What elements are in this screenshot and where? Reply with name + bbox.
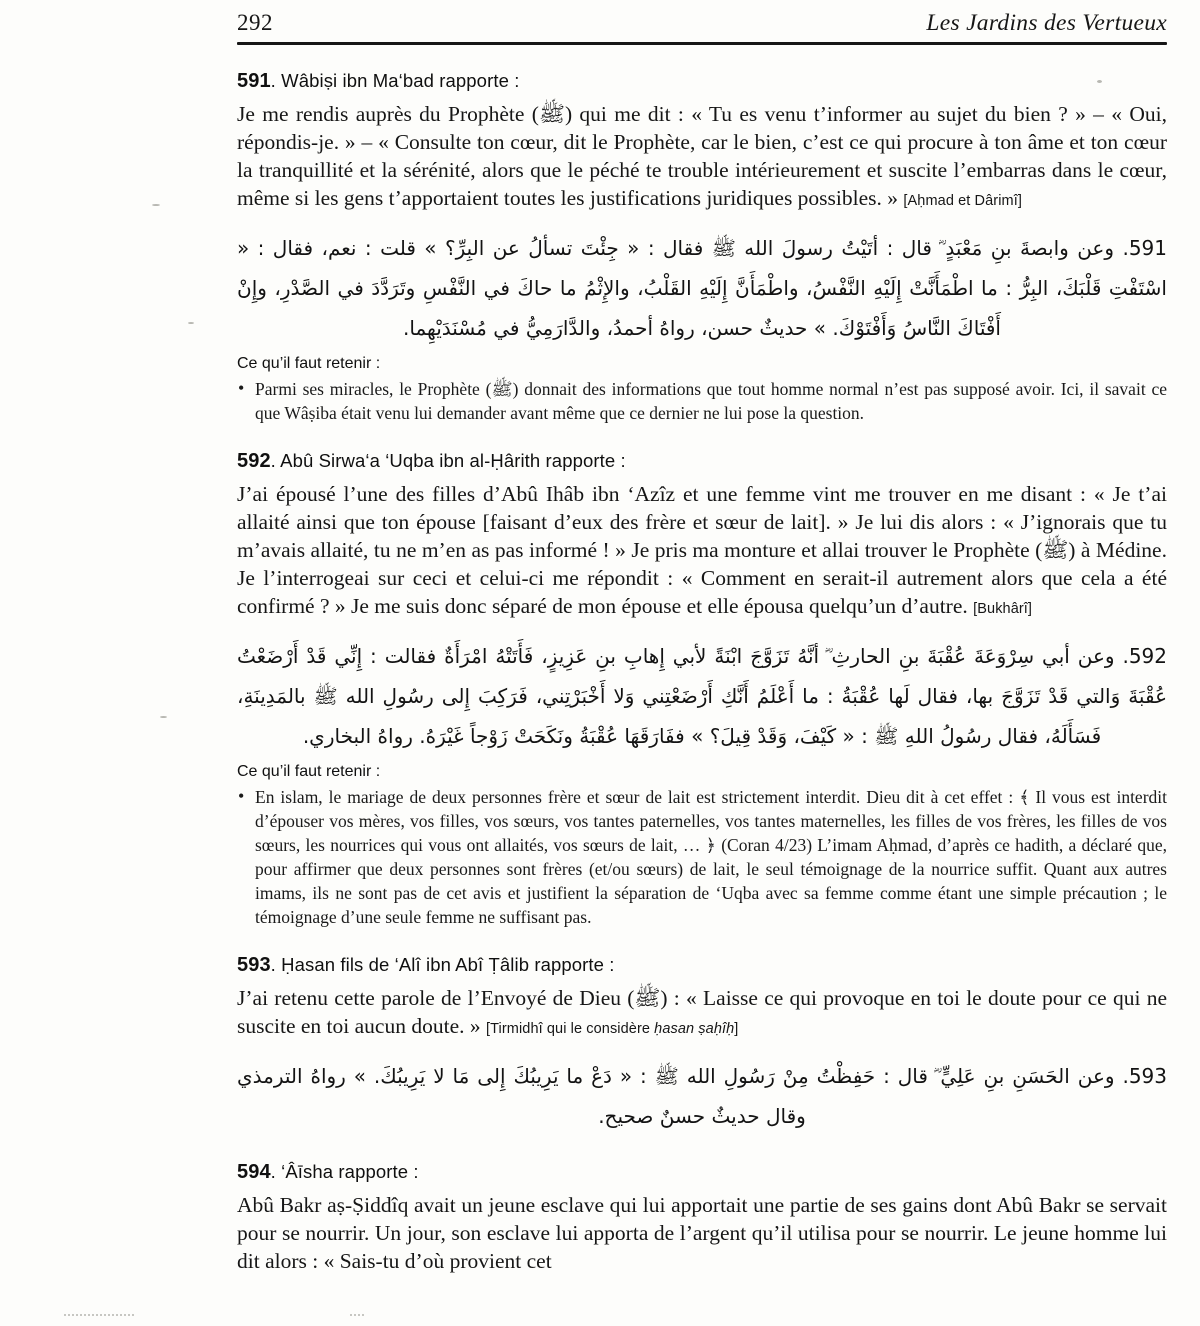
page-header bbox=[237, 10, 1167, 37]
scan-artifact bbox=[160, 716, 167, 718]
page-number: 292 bbox=[237, 10, 273, 35]
hadith-number: 592 bbox=[237, 450, 271, 472]
narrator-line bbox=[237, 954, 1167, 977]
hadith-arabic-text: 591. وعن وابصةَ بنِ مَعْبَدٍ ؓ قال : أتَيْتُ رسولَ الله ﷺ فقال : « جِئْتَ تسألُ عن البِرِّ؟ » قلت : نعم، فقال : « اسْتَفْتِ قَلْبَكَ، البِرُّ : ما اطْمَأَنَّتْ إِلَيْهِ النَّفْسُ، واطْمَأَنَّ إِلَيْهِ القَلْبُ، والإِثْمُ ما حاكَ في النَّفْسِ وتَرَدَّدَ في الصَّدْرِ، وإِنْ أَفْتَاكَ النَّاسُ وَأَفْتَوْكَ. » حديثٌ حسن، رواهُ أحمدُ، والدَّارَمِيُّ في مُسْنَدَيْهِما. bbox=[237, 236, 1167, 340]
narrator-line bbox=[237, 450, 1167, 473]
number-separator: . bbox=[270, 1161, 282, 1182]
hadith-arabic-text: 593. وعن الحَسَنِ بنِ عَلِيٍّ ؓ قال : حَفِظْتُ مِنْ رَسُولِ الله ﷺ : « دَعْ ما يَرِيبُكَ إِلى مَا لا يَرِيبُكَ. » رواهُ الترمذي وقال حديثٌ حسنٌ صحيح. bbox=[237, 1064, 1167, 1128]
narrator-name: Ḥasan fils de ‘Alî ibn Abî Ṭâlib rapporte : bbox=[281, 954, 615, 975]
narrator-line bbox=[237, 70, 1167, 93]
scan-artifact bbox=[152, 204, 160, 206]
hadith-number: 593 bbox=[237, 954, 271, 976]
hadith-number: 594 bbox=[237, 1161, 271, 1183]
scan-artifact bbox=[350, 1314, 364, 1316]
narrator-name: ‘Âīsha rapporte : bbox=[281, 1161, 419, 1182]
scan-artifact bbox=[64, 1314, 134, 1316]
hadith-section-593 bbox=[237, 954, 1167, 1136]
note-bullet: • bbox=[238, 786, 245, 806]
retenir-notes bbox=[237, 785, 1167, 929]
hadith-section-591 bbox=[237, 70, 1167, 425]
note-bullet: • bbox=[238, 378, 245, 398]
header-rule bbox=[237, 42, 1167, 45]
narrator-line bbox=[237, 1161, 1167, 1184]
number-separator: . bbox=[270, 70, 282, 91]
source-citation: [Aḥmad et Dârimî] bbox=[903, 193, 1022, 209]
retenir-notes bbox=[237, 377, 1167, 425]
hadith-french-text: Je me rendis auprès du Prophète (ﷺ) qui me dit : « Tu es venu t’informer au sujet du bien ? » – « Oui, répondis-je. » – « Consulte ton cœur, dit le Prophète, car le bien, c’est ce qui procure à ton âme et ton cœur la tranquillité et la sérénité, alors que le péché te trouble intérieurement et suscite l’embarras dans le cœur, même si les gens t’apportaient toutes les justifications juridiques possibles. » [Aḥmad et Dârimî] bbox=[237, 102, 1167, 210]
hadith-number: 591 bbox=[237, 70, 271, 92]
hadith-french-text: J’ai retenu cette parole de l’Envoyé de Dieu (ﷺ) : « Laisse ce qui provoque en toi le doute pour ce qui ne suscite en toi aucun doute. » [Tirmidhî qui le considère ḥasan ṣaḥîḥ] bbox=[237, 986, 1167, 1038]
scan-artifact bbox=[188, 322, 194, 324]
retenir-label: Ce qu’il faut retenir : bbox=[237, 355, 381, 372]
narrator-name: Abû Sirwa‘a ‘Uqba ibn al-Ḥârith rapporte : bbox=[280, 450, 626, 471]
source-citation: [Tirmidhî qui le considère ḥasan ṣaḥîḥ] bbox=[485, 1021, 739, 1037]
note-item: • En islam, le mariage de deux personnes frère et sœur de lait est strictement interdit. Dieu dit à cet effet : ﴾ Il vous est interdit d’épouser vos mères, vos filles, vos sœurs, vos tantes paternelles, vos tantes maternelles, les filles de vos frères, les filles de vos sœurs, les nourrices qui vous ont allaités, vos sœurs de lait, … ﴿ (Coran 4/23) L’imam Aḥmad, d’après ce hadith, a déclaré que, pour affirmer que deux personnes sont frères (et/ou sœurs) de lait, le seul témoignage de la nourrice suffit. Quant aux autres imams, ils ne sont pas de cet avis et justifient la séparation de ‘Uqba avec sa femme comme étant une simple précaution ; le témoignage d’une seule femme ne suffisant pas. bbox=[238, 786, 1167, 927]
narrator-name: Wâbiṣi ibn Ma‘bad rapporte : bbox=[281, 70, 520, 91]
note-item: • Parmi ses miracles, le Prophète (ﷺ) donnait des informations que tout homme normal n’est pas supposé avoir. Ici, il savait ce que Wâṣiba était venu lui demander avant même que ce dernier ne lui pose la question. bbox=[238, 378, 1167, 423]
hadith-arabic-text: 592. وعن أبي سِرْوَعَةَ عُقْبَةَ بنِ الحارثِ ؓ أنَّهُ تَزَوَّجَ ابْنَةً لأبي إِهابِ بنِ عَزِيزٍ، فَأَتَتْهُ امْرَأَةٌ فقالت : إِنِّي قَدْ أَرْضَعْتُ عُقْبَةَ وَالتي قَدْ تَزَوَّجَ بها، فقال لَها عُقْبَةُ : ما أَعْلَمُ أَنَّكِ أَرْضَعْتِني وَلا أَخْبَرْتِني، فَرَكِبَ إِلى رسُولِ الله ﷺ بالمَدِينَةِ، فَسَأَلَهُ، فقال رسُولُ اللهِ ﷺ : « كَيْفَ، وَقَدْ قِيلَ؟ » ففَارَقَهَا عُقْبَةُ ونَكَحَتْ زَوْجاً غَيْرَهُ. رواهُ البخاري. bbox=[237, 644, 1167, 748]
source-citation: [Bukhârî] bbox=[973, 601, 1033, 617]
scan-artifact bbox=[1097, 80, 1102, 83]
running-title: Les Jardins des Vertueux bbox=[926, 10, 1167, 36]
hadith-section-592 bbox=[237, 450, 1167, 929]
hadith-section-594 bbox=[237, 1161, 1167, 1275]
hadith-french-text: J’ai épousé l’une des filles d’Abû Ihâb ibn ‘Azîz et une femme vint me trouver en me disant : « Je t’ai allaité ainsi que ton épouse [faisant d’eux des frère et sœur de lait]. » Je lui dis alors : « J’ignorais que tu m’avais allaité, tu ne m’en as pas informé ! » Je pris ma monture et allai trouver le Prophète (ﷺ) à Médine. Je l’interrogeai sur ceci et celui-ci me répondit : « Comment en serait-il autrement alors que cela a été confirmé ? » Je me suis donc séparé de mon épouse et elle épousa quelqu’un d’autre. [Bukhârî] bbox=[237, 482, 1167, 618]
number-separator: . bbox=[270, 954, 282, 975]
hadith-french-text: Abû Bakr aṣ-Ṣiddîq avait un jeune esclave qui lui apportait une partie de ses gains dont Abû Bakr se servait pour se nourrir. Un jour, son esclave lui apporta de l’argent qu’il utilisa pour se nourrir. Le jeune homme lui dit alors : « Sais-tu d’où provient cet bbox=[237, 1193, 1167, 1273]
number-separator: . bbox=[270, 450, 281, 471]
retenir-label: Ce qu’il faut retenir : bbox=[237, 763, 381, 780]
